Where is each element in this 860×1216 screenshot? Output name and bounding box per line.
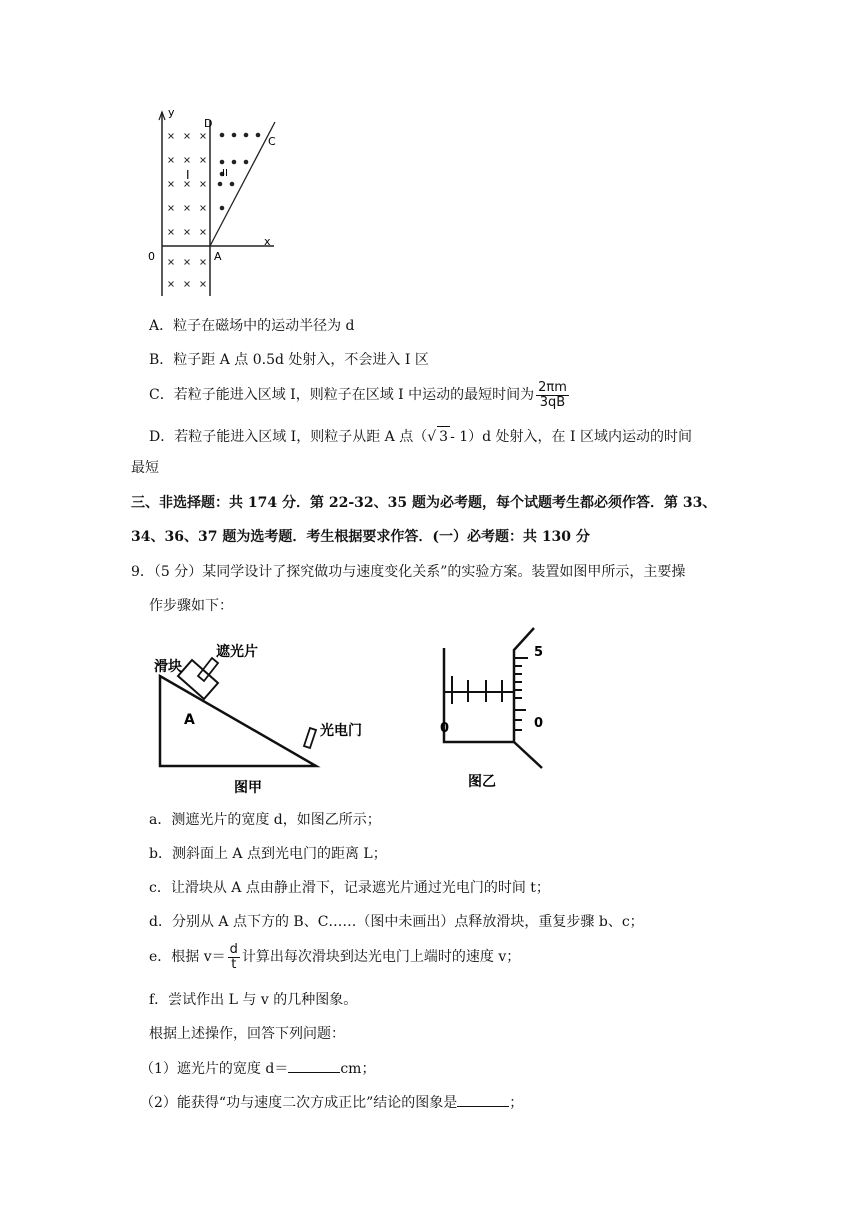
option-c-text: C．若粒子能进入区域 I，则粒子在区域 I 中运动的最短时间为: [149, 387, 535, 403]
point-a-label: A: [214, 250, 222, 263]
main-scale-ticks: [452, 676, 502, 704]
option-c-numerator: 2πm: [538, 379, 567, 395]
answer-q1-unit: cm；: [340, 1061, 376, 1077]
option-d-text-start: D．若粒子能进入区域 I，则粒子从距 A 点（: [149, 429, 428, 445]
option-c: [149, 380, 571, 410]
answer-q1-prompt: （1）遮光片的宽度 d＝: [140, 1061, 289, 1077]
incline-point-a-label: A: [184, 712, 195, 728]
option-d: [149, 426, 692, 447]
section-header-line2: 34、36、37 题为选考题．考生根据要求作答．(一）必考题：共 130 分: [131, 529, 590, 545]
step-e-text-end: 计算出每次滑块到达光电门上端时的速度 v；: [241, 949, 521, 965]
option-d-line2: 最短: [131, 460, 159, 476]
main-scale-label-0: 0: [440, 721, 450, 736]
step-f: f．尝试作出 L 与 v 的几种图象。: [149, 992, 358, 1008]
question-9-line2: 作步骤如下：: [149, 598, 233, 614]
figure-yi-caption: 图乙: [468, 774, 496, 790]
point-c-label: C: [268, 135, 276, 148]
vernier-ticks: [514, 658, 528, 730]
step-b: b．测斜面上 A 点到光电门的距离 L；: [149, 846, 387, 862]
vernier-label-5: 5: [534, 645, 544, 660]
step-e-fraction: [228, 943, 240, 972]
option-d-text-end: - 1）d 处射入，在 I 区域内运动的时间: [450, 429, 692, 445]
figure-jia-incline: [148, 636, 378, 798]
step-e-text-start: e．根据 v＝: [149, 949, 226, 965]
field-into-page-marks: [169, 134, 206, 287]
photogate: [304, 728, 316, 748]
axis-x-label: x: [264, 235, 271, 248]
step-a: a．测遮光片的宽度 d，如图乙所示；: [149, 812, 381, 828]
option-a: A．粒子在磁场中的运动半径为 d: [149, 318, 355, 334]
shade-label: 遮光片: [216, 644, 258, 660]
origin-label: 0: [148, 250, 155, 263]
step-e-denominator: t: [231, 956, 237, 972]
step-e: [149, 942, 520, 972]
magnetic-field-figure: [140, 104, 290, 304]
section-header-line1: 三、非选择题：共 174 分．第 22-32、35 题为必考题，每个试题考生都必须作答．第 33、: [131, 495, 717, 511]
figure-yi-vernier: [430, 624, 560, 794]
answer-q2-end: ；: [509, 1095, 524, 1111]
photogate-label: 光电门: [320, 723, 362, 739]
slider-block: [178, 660, 218, 699]
point-d-label: D: [204, 117, 213, 130]
option-c-denominator: 3qB: [539, 394, 566, 410]
slider-label: 滑块: [154, 659, 182, 675]
option-b: B．粒子距 A 点 0.5d 处射入，不会进入 I 区: [149, 352, 429, 368]
answer-q2-prompt: （2）能获得“功与速度二次方成正比”结论的图象是: [140, 1095, 458, 1111]
answer-q1: [140, 1058, 375, 1079]
question-9-line1: 9．（5 分）某同学设计了探究做功与速度变化关系”的实验方案。装置如图甲所示，主要操: [131, 564, 686, 580]
axis-y-label: y: [168, 106, 175, 119]
region-2-label: II: [222, 168, 228, 179]
vernier-label-0: 0: [534, 716, 544, 731]
answer-q1-blank[interactable]: [288, 1058, 340, 1073]
shade-plate: [198, 658, 218, 681]
sqrt-sign: √: [427, 429, 437, 445]
step-d: d．分别从 A 点下方的 B、C……（图中未画出）点释放滑块，重复步骤 b、c；: [149, 914, 644, 930]
figure-jia-caption: 图甲: [234, 780, 262, 796]
answer-q2: [140, 1092, 523, 1113]
region-1-label: I: [186, 168, 190, 182]
step-e-numerator: d: [229, 941, 238, 957]
step-c: c．让滑块从 A 点由静止滑下，记录遮光片通过光电门的时间 t；: [149, 880, 550, 896]
answer-intro: 根据上述操作，回答下列问题：: [149, 1026, 345, 1042]
option-c-fraction: [536, 381, 569, 410]
option-d-sqrt-value: 3: [437, 426, 450, 447]
answer-q2-blank[interactable]: [457, 1092, 509, 1107]
